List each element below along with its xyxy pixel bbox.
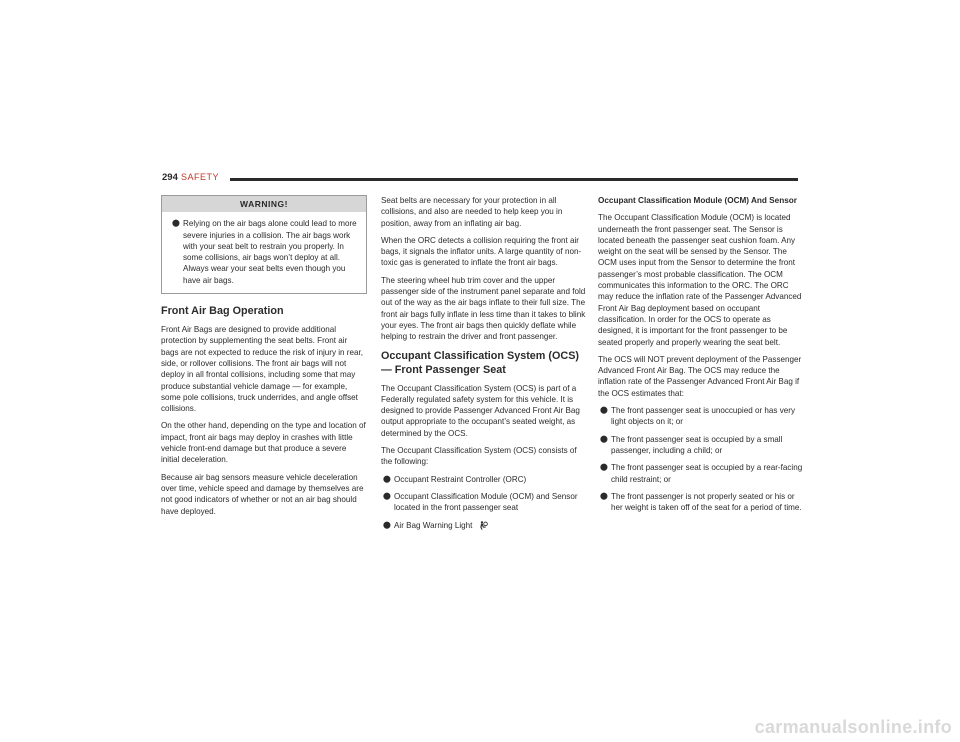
list-item-text: The front passenger seat is unoccupied or has very light objects on it; or xyxy=(611,406,796,427)
list-item xyxy=(598,405,804,428)
paragraph: Because air bag sensors measure vehicle deceleration over time, vehicle speed and damage by themselves are not good indicators of whether or not an air bag should have deployed. xyxy=(161,472,364,516)
warning-box xyxy=(161,195,367,294)
airbag-warning-icon xyxy=(479,521,488,530)
paragraph: On the other hand, depending on the type and location of impact, front air bags may deploy in crashes with little vehicle front-end damage but that produce a severe initial deceleration. xyxy=(161,421,366,465)
list-item xyxy=(381,491,587,514)
list-item xyxy=(381,520,587,531)
list-item-text: The front passenger is not properly seated or his or her weight is taken off of the seat for a period of time. xyxy=(611,491,802,513)
paragraph: Front Air Bags are designed to provide additional protection by supplementing the seat belts. Front air bags are not expected to reduce the risk of injury in rear, side, or rollover collisions. The front air bags will not deploy in all frontal collisions, including some that may produce substantial vehicle damage — for example, some pole collisions, truck underrides, and angle offset collisions. xyxy=(161,325,364,414)
list-item xyxy=(598,491,804,514)
page-number: 294 xyxy=(162,172,178,183)
bullet-icon: ⬤ xyxy=(383,521,391,529)
ocs-components-list xyxy=(381,474,587,531)
bullet-icon: ⬤ xyxy=(600,407,608,415)
subsection-heading: Occupant Classification Module (OCM) And Sensor xyxy=(598,196,797,205)
paragraph: The Occupant Classification Module (OCM) is located underneath the front passenger seat. The Sensor is located beneath the passenger seat cushion foam. Any weight on the seat will be sensed by the Sensor. The OCM uses input from the Sensor to determine the front passenger’s most probable classification. The OCM communicates this information to the ORC. The ORC may reduce the inflation rate of the Passenger Advanced Front Air Bag deployment based on occupant classification. In order for the OCS to operate as designed, it is important for the front passenger to be seated properly and properly wearing the seat belt. xyxy=(598,213,802,347)
paragraph: The Occupant Classification System (OCS) consists of the following: xyxy=(381,446,577,467)
warning-title: WARNING! xyxy=(162,196,366,212)
section-name: SAFETY xyxy=(181,172,220,182)
list-item-text: The front passenger seat is occupied by a small passenger, including a child; or xyxy=(611,434,783,455)
watermark: carmanualsonline.info xyxy=(754,717,952,737)
list-item xyxy=(598,462,804,485)
paragraph: Seat belts are necessary for your protection in all collisions, and also are needed to help keep you in position, away from an inflating air bag. xyxy=(381,196,563,228)
warning-body xyxy=(162,212,366,293)
section-heading: Front Air Bag Operation xyxy=(161,305,284,318)
bullet-icon: ⬤ xyxy=(172,220,180,228)
paragraph: The steering wheel hub trim cover and the upper passenger side of the instrument panel separate and fold out of the way as the air bags inflate to their full size. The front air bags fully inflate in less time than it takes to blink your eyes. The front air bags then quickly deflate while helping to restrain the driver and front passenger. xyxy=(381,275,586,342)
column-2 xyxy=(381,195,587,537)
column-3 xyxy=(598,195,804,519)
paragraph: The Occupant Classification System (OCS) is part of a Federally regulated safety system for this vehicle. It is designed to provide Passenger Advanced Front Air Bag output appropriate to the occupant’s seated weight, as determined by the OCS. xyxy=(381,383,580,438)
list-item-text: The front passenger seat is occupied by a rear-facing child restraint; or xyxy=(611,463,803,484)
paragraph: The OCS will NOT prevent deployment of the Passenger Advanced Front Air Bag. The OCS may reduce the inflation rate of the Passenger Advanced Front Air Bag if the OCS estimates that: xyxy=(598,354,802,398)
list-item xyxy=(598,434,804,457)
warning-item xyxy=(170,218,358,286)
bullet-icon: ⬤ xyxy=(600,435,608,443)
list-item-text: Air Bag Warning Light xyxy=(394,520,473,530)
ocs-conditions-list xyxy=(598,405,804,513)
list-item xyxy=(381,474,587,485)
page-header xyxy=(162,172,798,186)
warning-item-text: Relying on the air bags alone could lead to more severe injuries in a collision. The air bags work with your seat belt to restrain you properly. In some collisions, air bags won’t deploy at all. Always wear your seat belts even though you have air bags. xyxy=(183,219,357,285)
list-item-text: Occupant Restraint Controller (ORC) xyxy=(394,474,527,484)
bullet-icon: ⬤ xyxy=(383,475,391,483)
bullet-icon: ⬤ xyxy=(383,492,391,500)
section-heading: Occupant Classification System (OCS) — Front Passenger Seat xyxy=(381,349,579,376)
list-item-text: Occupant Classification Module (OCM) and Sensor located in the front passenger seat xyxy=(394,491,578,513)
header-rule xyxy=(230,178,798,181)
bullet-icon: ⬤ xyxy=(600,492,608,500)
bullet-icon: ⬤ xyxy=(600,464,608,472)
paragraph: When the ORC detects a collision requiring the front air bags, it signals the inflator units. A large quantity of non-toxic gas is generated to inflate the front air bags. xyxy=(381,235,582,268)
column-1 xyxy=(161,195,367,523)
